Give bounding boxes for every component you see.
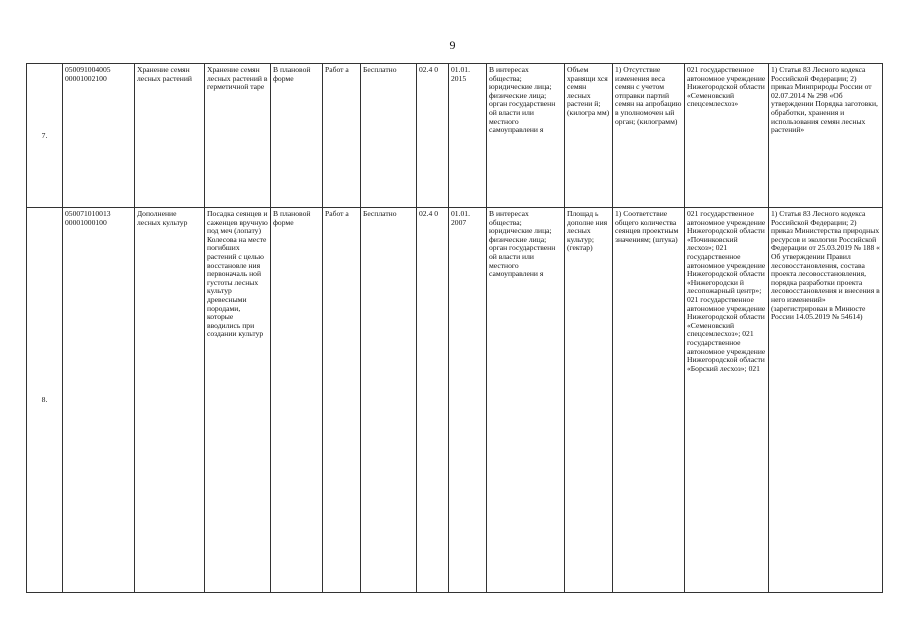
consumers: В интересах общества; юридические лица; физические лица; орган государственн ой власти или местного самоуправлени я	[487, 64, 565, 208]
provision-form: В плановой форме	[271, 208, 323, 593]
quality-indicator: 1) Соответствие общего количества сеянцев проектным значениям; (штука)	[613, 208, 685, 593]
provision-form: В плановой форме	[271, 64, 323, 208]
table-row	[27, 64, 883, 208]
institutions: 021 государственное автономное учреждение Нижегородской области «Починковский лесхоз»; 021 государственное автономное учреждение Нижегородской области «Нижегородски й лесопожарный центр»; 021 государственное автономное учреждение Нижегородской области «Семеновский спецсемлесхоз»; 021 государственное автономное учреждение Нижегородской области «Борский лесхоз»; 021	[685, 208, 769, 593]
registry-table	[26, 63, 883, 593]
legal-basis: 1) Статья 83 Лесного кодекса Российской Федерации; 2) приказ Министерства природных ресурсов и экологии Российской Федерации от 25.03.2019 № 188 « Об утверждении Правил лесовосстановления, состава проекта лесовосстановления, порядка разработки проекта лесовосстановления и внесения в него изменений» (зарегистрирован в Минюсте России 14.05.2019 № 54614)	[769, 208, 883, 593]
row-number: 8.	[27, 208, 63, 593]
inclusion-date: 01.01. 2007	[449, 208, 487, 593]
work-name: Дополнение лесных культур	[135, 208, 205, 593]
consumers: В интересах общества; юридические лица; физические лица; орган государственн ой власти или местного самоуправлени я	[487, 208, 565, 593]
okved-code: 02.4 0	[417, 64, 449, 208]
legal-basis: 1) Статья 83 Лесного кодекса Российской Федерации; 2) приказ Минприроды России от 02.07.2014 № 298 «Об утверждении Порядка заготовки, обработки, хранения и использования семян лесных растений»	[769, 64, 883, 208]
work-type: Работ а	[323, 208, 361, 593]
volume-indicator: Объем хранящи хся семян лесных растени й; (килогра мм)	[565, 64, 613, 208]
okved-code: 02.4 0	[417, 208, 449, 593]
payment-type: Бесплатно	[361, 64, 417, 208]
work-content: Хранение семян лесных растений в герметичной таре	[205, 64, 271, 208]
inclusion-date: 01.01. 2015	[449, 64, 487, 208]
page-number: 9	[449, 38, 456, 52]
institutions: 021 государственное автономное учреждение Нижегородской области «Семеновский спецсемлесхоз»	[685, 64, 769, 208]
work-name: Хранение семян лесных растений	[135, 64, 205, 208]
table-row	[27, 208, 883, 593]
volume-indicator: Площад ь дополне ния лесных культур; (гектар)	[565, 208, 613, 593]
payment-type: Бесплатно	[361, 208, 417, 593]
work-type: Работ а	[323, 64, 361, 208]
quality-indicator: 1) Отсутствие изменения веса семян с учетом отправки партий семян на апробацию в уполномочен ый орган; (килограмм)	[613, 64, 685, 208]
work-content: Посадка сеянцев и саженцев вручную под меч (лопату) Колесова на месте погибших растений с целью восстановле ния первоначаль ной густоты лесных культур древесными породами, которые вводились при создании культур	[205, 208, 271, 593]
registry-code: 050071010013 00001000100	[63, 208, 135, 593]
registry-code: 050091004005 00001002100	[63, 64, 135, 208]
row-number: 7.	[27, 64, 63, 208]
